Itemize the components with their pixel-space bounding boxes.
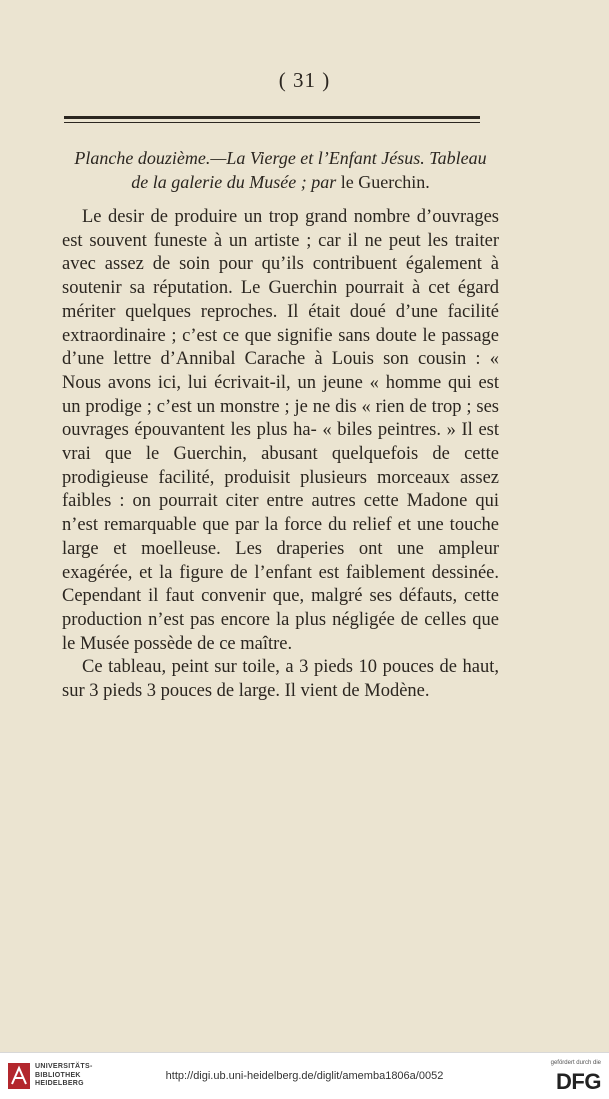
heading-line-2-italic: de la galerie du Musée ; par <box>131 172 337 192</box>
plate-heading <box>62 146 499 194</box>
heading-line-2-artist: le Guerchin. <box>336 172 430 192</box>
header-rule-thick <box>64 116 480 119</box>
funding-caption: gefördert durch die <box>550 1060 601 1066</box>
header-rule-thin <box>64 122 480 123</box>
digitization-footer <box>0 1052 609 1099</box>
body-text <box>62 206 499 704</box>
paragraph-1: Le desir de produire un trop grand nombre d’ouvrages est souvent funeste à un artiste ; car il ne peut les traiter avec assez de soin pour qu’ils contribuent également à soutenir sa réputation. Le Guerchin pourrait à cet égard mériter quelques reproches. Il était doué d’une facilité extraordinaire ; c’est ce que signifie sans doute le passage d’une lettre d’Annibal Carache à Louis son cousin : « Nous avons ici, lui écrivait-il, un jeune « homme qui est un prodige ; c’est un monstre ; je ne dis « rien de trop ; ses ouvrages épouvantent les plus ha- « biles peintres. » Il est vrai que le Guerchin, abusant quelquefois de cette prodigieuse facilité, produisit plusieurs morceaux assez faibles : on pourrait citer entre autres cette Madone qui n’est remarquable que par la force du relief et une touche large et moelleuse. Les draperies ont une ampleur exagérée, et la figure de l’enfant est faiblement dessinée. Cependant il faut convenir que, malgré ses défauts, cette production n’est pas encore la plus négligée de celles que le Musée possède de ce maître. <box>62 207 499 654</box>
permalink-url[interactable]: http://digi.ub.uni-heidelberg.de/diglit/amemba1806a/0052 <box>165 1070 444 1082</box>
page-number: ( 31 ) <box>278 68 331 92</box>
paragraph-2: Ce tableau, peint sur toile, a 3 pieds 10 pouces de haut, sur 3 pieds 3 pouces de large. Il vient de Modène. <box>62 657 499 702</box>
heading-line-1: Planche douzième.—La Vierge et l’Enfant Jésus. Tableau <box>74 148 487 168</box>
heading-line-2 <box>62 170 499 194</box>
library-name: UNIVERSITÄTS- BIBLIOTHEK HEIDELBERG <box>35 1063 93 1087</box>
dfg-logo: DFG <box>556 1069 601 1094</box>
